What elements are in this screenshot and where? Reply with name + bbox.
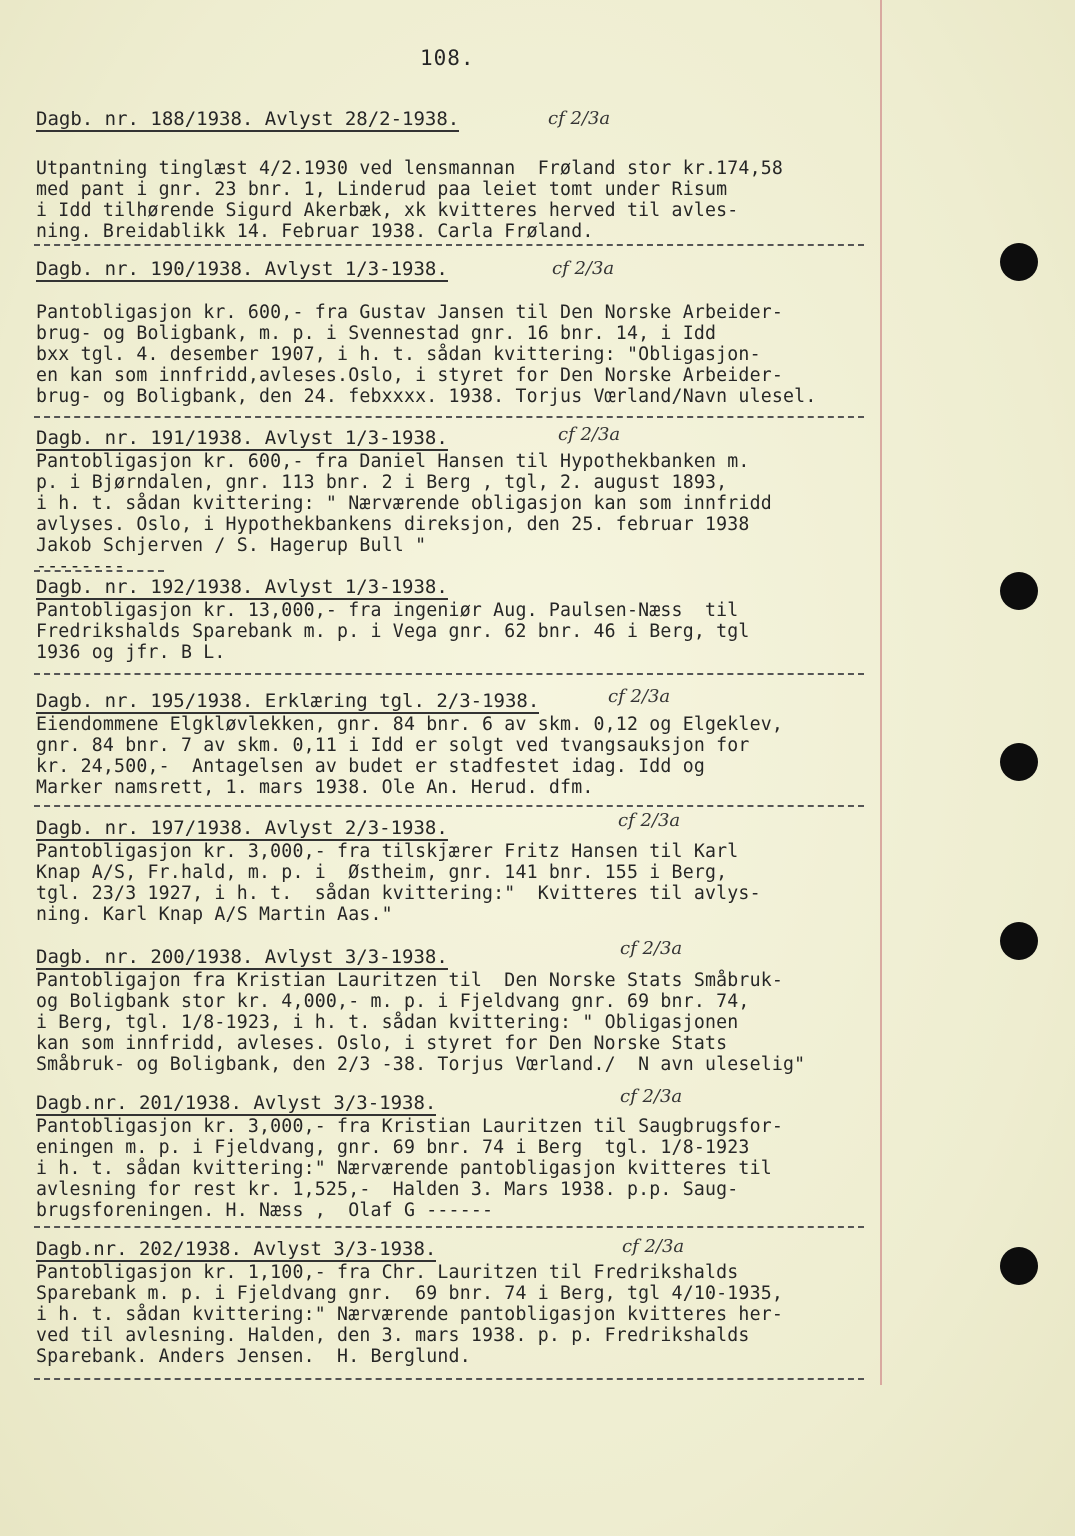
entry-heading: Dagb. nr. 191/1938. Avlyst 1/3-1938.	[36, 427, 448, 449]
separator-rule	[34, 1378, 864, 1380]
page-number: 108.	[420, 46, 475, 70]
entry-line: gnr. 84 bnr. 7 av skm. 0,11 i Idd er solgt ved tvangsauksjon for	[36, 735, 750, 756]
entry-202	[36, 1238, 896, 1367]
entry-line: Knap A/S, Fr.hald, m. p. i Østheim, gnr. 141 bnr. 155 i Berg,	[36, 862, 728, 883]
entry-line: Pantobligasjon kr. 600,- fra Gustav Jansen til Den Norske Arbeider-	[36, 302, 784, 323]
entry-line: i h. t. sådan kvittering: " Nærværende obligasjon kan som innfridd	[36, 493, 772, 514]
entry-heading: Dagb. nr. 197/1938. Avlyst 2/3-1938.	[36, 817, 448, 839]
entry-line: Jakob Schjerven / S. Hagerup Bull "	[36, 535, 427, 556]
entry-201	[36, 1092, 896, 1221]
entry-188	[36, 108, 896, 242]
margin-note: cf 2/3a	[620, 938, 683, 959]
entry-line: Eiendommene Elgkløvlekken, gnr. 84 bnr. 6 av skm. 0,12 og Elgeklev,	[36, 714, 784, 735]
margin-note: cf 2/3a	[618, 810, 681, 831]
margin-note: cf 2/3a	[558, 424, 621, 445]
entry-line: Pantobligasjon kr. 13,000,- fra ingeniør Aug. Paulsen-Næss til	[36, 600, 739, 621]
entry-line: Sparebank m. p. i Fjeldvang gnr. 69 bnr. 74 i Berg, tgl 4/10-1935,	[36, 1283, 784, 1304]
entry-line: brug- og Boligbank, den 24. febxxxx. 1938. Torjus Vœrland/Navn ulesel.	[36, 386, 817, 407]
entry-line: Pantobligasjon kr. 3,000,- fra tilskjærer Fritz Hansen til Karl	[36, 841, 739, 862]
entry-line: avlyses. Oslo, i Hypothekbankens direksjon, den 25. februar 1938	[36, 514, 750, 535]
entry-heading: Dagb. nr. 188/1938. Avlyst 28/2-1938.	[36, 108, 460, 130]
punch-hole	[1000, 572, 1038, 610]
entry-line: Marker namsrett, 1. mars 1938. Ole An. Herud. dfm.	[36, 777, 594, 798]
punch-hole	[1000, 743, 1038, 781]
entry-line: tgl. 23/3 1927, i h. t. sådan kvittering:" Kvitteres til avlys-	[36, 883, 761, 904]
entry-195	[36, 690, 896, 798]
entry-line: ning. Karl Knap A/S Martin Aas."	[36, 904, 393, 925]
entry-line: i Berg, tgl. 1/8-1923, i h. t. sådan kvittering: " Obligasjonen	[36, 1012, 739, 1033]
entry-heading: Dagb.nr. 202/1938. Avlyst 3/3-1938.	[36, 1238, 437, 1260]
entry-heading: Dagb.nr. 201/1938. Avlyst 3/3-1938.	[36, 1092, 437, 1114]
entry-heading: Dagb. nr. 190/1938. Avlyst 1/3-1938.	[36, 258, 448, 280]
entry-heading: Dagb. nr. 200/1938. Avlyst 3/3-1938.	[36, 946, 448, 968]
entry-line: Sparebank. Anders Jensen. H. Berglund.	[36, 1346, 471, 1367]
punch-hole	[1000, 922, 1038, 960]
entry-line: avlesning for rest kr. 1,525,- Halden 3. Mars 1938. p.p. Saug-	[36, 1179, 739, 1200]
entry-line: i Idd tilhørende Sigurd Akerbæk, xk kvitteres herved til avles-	[36, 200, 739, 221]
entry-192	[36, 576, 896, 663]
entry-line: p. i Bjørndalen, gnr. 113 bnr. 2 i Berg , tgl, 2. august 1893,	[36, 472, 728, 493]
entry-190	[36, 258, 896, 407]
entry-line: ved til avlesning. Halden, den 3. mars 1938. p. p. Fredrikshalds	[36, 1325, 750, 1346]
separator-rule	[34, 673, 864, 675]
punch-hole	[1000, 243, 1038, 281]
entry-197	[36, 817, 896, 925]
margin-note: cf 2/3a	[552, 258, 615, 279]
margin-note: cf 2/3a	[620, 1086, 683, 1107]
separator-rule	[34, 244, 864, 246]
entry-line: brugsforeningen. H. Næss , Olaf G ------	[36, 1200, 494, 1221]
margin-note: cf 2/3a	[548, 108, 611, 129]
entry-line: Pantobligasjon kr. 3,000,- fra Kristian Lauritzen til Saugbrugsfor-	[36, 1116, 784, 1137]
entry-line: og Boligbank stor kr. 4,000,- m. p. i Fjeldvang gnr. 69 bnr. 74,	[36, 991, 750, 1012]
entry-line: brug- og Boligbank, m. p. i Svennestad gnr. 16 bnr. 14, i Idd	[36, 323, 717, 344]
entry-line: Småbruk- og Boligbank, den 2/3 -38. Torjus Vœrland./ N avn uleselig"	[36, 1054, 806, 1075]
punch-hole	[1000, 1247, 1038, 1285]
entry-line: i h. t. sådan kvittering:" Nærværende pantobligasjon kvitteres her-	[36, 1304, 784, 1325]
entry-line: kr. 24,500,- Antagelsen av budet er stadfestet idag. Idd og	[36, 756, 705, 777]
separator-rule	[34, 805, 864, 807]
entry-line: --------	[36, 556, 126, 577]
entry-line: bxx tgl. 4. desember 1907, i h. t. sådan kvittering: "Obligasjon-	[36, 344, 761, 365]
separator-rule	[34, 1226, 864, 1228]
entry-191	[36, 427, 896, 577]
entry-line: eningen m. p. i Fjeldvang, gnr. 69 bnr. 74 i Berg tgl. 1/8-1923	[36, 1137, 750, 1158]
entry-line: ning. Breidablikk 14. Februar 1938. Carla Frøland.	[36, 221, 594, 242]
separator-rule	[34, 416, 864, 418]
margin-note: cf 2/3a	[608, 686, 671, 707]
entry-line: Pantobligajon fra Kristian Lauritzen til Den Norske Stats Småbruk-	[36, 970, 784, 991]
entry-line: en kan som innfridd,avleses.Oslo, i styret for Den Norske Arbeider-	[36, 365, 784, 386]
entry-200	[36, 946, 896, 1075]
entry-line: Utpantning tinglæst 4/2.1930 ved lensmannan Frøland stor kr.174,58	[36, 158, 784, 179]
entry-line: med pant i gnr. 23 bnr. 1, Linderud paa leiet tomt under Risum	[36, 179, 728, 200]
entry-line: 1936 og jfr. B L.	[36, 642, 226, 663]
entry-heading: Dagb. nr. 195/1938. Erklæring tgl. 2/3-1938.	[36, 690, 540, 712]
separator-rule	[34, 570, 164, 572]
entry-line: Pantobligasjon kr. 1,100,- fra Chr. Lauritzen til Fredrikshalds	[36, 1262, 739, 1283]
entry-line: Pantobligasjon kr. 600,- fra Daniel Hansen til Hypothekbanken m.	[36, 451, 750, 472]
entry-line: i h. t. sådan kvittering:" Nærværende pantobligasjon kvitteres til	[36, 1158, 772, 1179]
margin-note: cf 2/3a	[622, 1236, 685, 1257]
entry-line: kan som innfridd, avleses. Oslo, i styret for Den Norske Stats	[36, 1033, 728, 1054]
entry-line: Fredrikshalds Sparebank m. p. i Vega gnr. 62 bnr. 46 i Berg, tgl	[36, 621, 750, 642]
entry-heading: Dagb. nr. 192/1938. Avlyst 1/3-1938.	[36, 576, 448, 598]
